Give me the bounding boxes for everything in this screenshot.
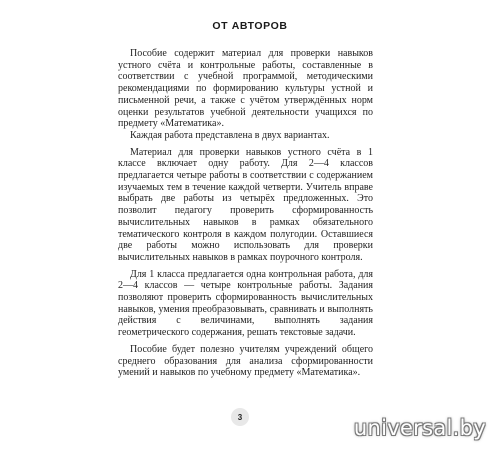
- paragraph-4: Для 1 класса предлагается одна контрольная работа, для 2—4 классов — четыре контрольные работы. Задания позволяют проверить сформированность вычислительных навыков, умения преобразовывать, сравнивать и выполнять действия с величинами, выполнять задания геометрического содержания, решать текстовые задачи.: [118, 268, 373, 339]
- paragraph-5: Пособие будет полезно учителям учреждений общего среднего образования для анализа сформированности умений и навыков по учебному предмету «Математика».: [118, 343, 373, 379]
- paragraph-2: Каждая работа представлена в двух вариантах.: [130, 129, 330, 141]
- page-number-badge: [231, 408, 249, 426]
- section-heading: ОТ АВТОРОВ: [212, 20, 288, 32]
- page-number: 3: [237, 412, 243, 422]
- paragraph-1: Пособие содержит материал для проверки навыков устного счёта и контрольные работы, составленные в соответствии с учебной программой, методическими рекомендациями по формированию культуры устной и письменной речи, а также с учётом утверждённых норм оценки результатов учебной деятельности учащихся по предмету «Математика».: [118, 48, 373, 130]
- watermark: universal.by: [353, 416, 486, 440]
- body-text: [118, 48, 373, 379]
- paragraph-3: Материал для проверки навыков устного счёта в 1 классе включает одну работу. Для 2—4 классов предлагается четыре работы в соответствии с содержанием изучаемых тем в течение каждой четверти. Учитель вправе выбрать две работы из четырёх предложенных. Это позволит педагогу проверить сформированность вычислительных навыков в рамках обязательного тематического контроля в каждом полугодии. Оставшиеся две работы можно использовать для проверки вычислительных навыков в рамках поурочного контроля.: [118, 146, 373, 263]
